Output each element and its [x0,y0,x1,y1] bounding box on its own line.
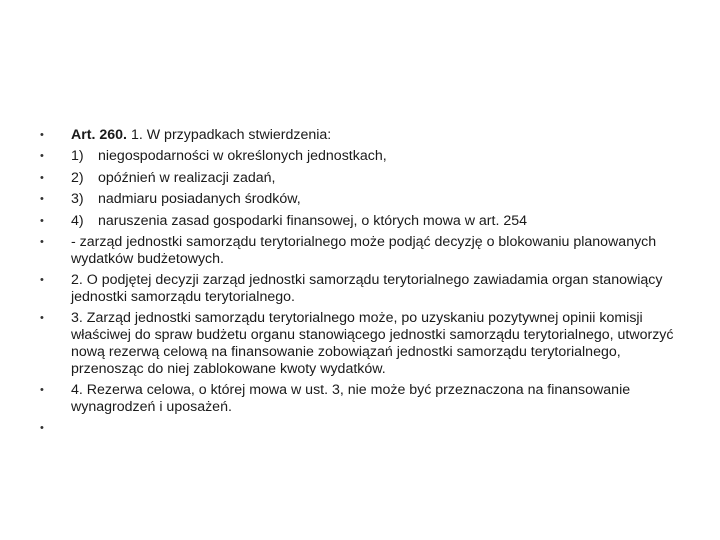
bullet-icon: • [40,171,44,184]
list-item-empty [40,420,690,437]
list-item [40,234,690,268]
bullet-list [40,127,690,442]
bullet-icon: • [40,312,44,325]
bullet-icon: • [40,214,44,227]
item-number: 1) [71,148,84,165]
item-text: 1. W przypadkach stwierdzenia: [127,127,332,143]
item-text: 3. Zarząd jednostki samorządu terytorialnego może, po uzyskaniu pozytywnej opinii komisji właściwej do spraw budżetu organu stanowiącego jednostki samorządu terytorialnego, utworzyć nową rezerwą celową na finansowanie zobowiązań jednostki samorządu terytorialnego, przenosząc do niej zablokowane kwoty wydatków. [71,310,674,377]
bullet-icon: • [40,422,44,435]
item-text: niegospodarności w określonych jednostkach, [98,148,387,165]
list-item [40,310,690,377]
list-item [40,382,690,416]
item-text: nadmiaru posiadanych środków, [98,191,301,208]
item-text: - zarząd jednostki samorządu terytorialnego może podjąć decyzję o blokowaniu planowanych wydatków budżetowych. [71,233,657,267]
bullet-icon: • [40,193,44,206]
list-item [40,191,690,208]
item-number: 2) [71,169,84,186]
list-item [40,148,690,165]
item-text: opóźnień w realizacji zadań, [98,169,276,186]
list-item [40,272,690,306]
bullet-icon: • [40,129,44,141]
item-number: 4) [71,212,84,229]
item-text: 2. O podjętej decyzji zarząd jednostki samorządu terytorialnego zawiadamia organ stanowiący jednostki samorządu terytorialnego. [71,272,663,305]
list-item [40,127,690,144]
list-item [40,213,690,230]
article-number: Art. 260. [71,127,127,143]
list-item [40,170,690,187]
bullet-icon: • [40,274,44,287]
item-number: 3) [71,191,84,208]
bullet-icon: • [40,235,44,248]
item-text: 4. Rezerwa celowa, o której mowa w ust. 3, nie może być przeznaczona na finansowanie wynagrodzeń i uposażeń. [71,382,631,415]
item-text: naruszenia zasad gospodarki finansowej, o których mowa w art. 254 [98,212,528,229]
bullet-icon: • [40,150,44,163]
bullet-icon: • [40,384,44,397]
